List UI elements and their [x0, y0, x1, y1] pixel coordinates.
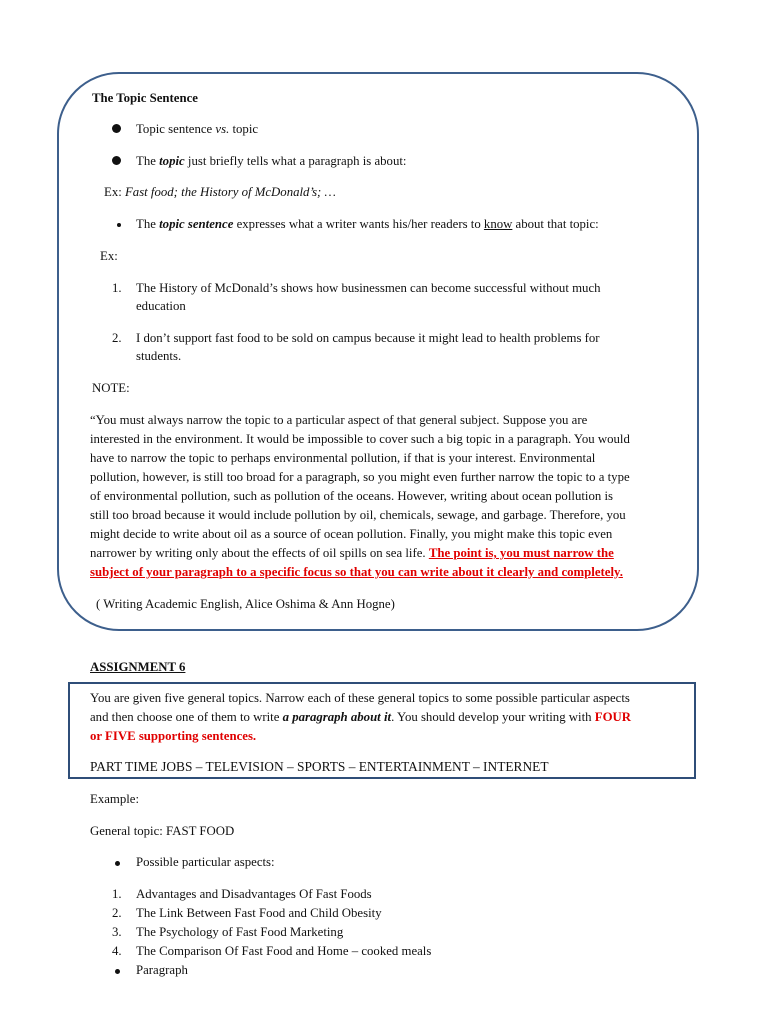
bullet-topic-sentence-definition: The topic sentence expresses what a writer wants his/her readers to know about that topic: — [136, 217, 599, 231]
quote-line: have to narrow the topic to perhaps environmental pollution, if that is your interest. Environmental — [90, 451, 596, 465]
example-topics: Ex: Fast food; the History of McDonald’s; … — [104, 185, 336, 199]
citation: ( Writing Academic English, Alice Oshima & Ann Hogne) — [96, 597, 395, 611]
aspect-number: 4. — [112, 944, 122, 958]
bullet-icon — [117, 223, 121, 227]
quote-line: might decide to write about oil as a source of ocean pollution. Finally, you might make this topic even — [90, 527, 613, 541]
bullet-icon — [115, 861, 120, 866]
quote-emphasis: subject of your paragraph to a specific focus so that you can write about it clearly and completely. — [90, 565, 623, 579]
bullet-icon — [112, 156, 121, 165]
topic-heading: The Topic Sentence — [92, 91, 198, 105]
bullet-icon — [112, 124, 121, 133]
aspect-item: The Psychology of Fast Food Marketing — [136, 925, 344, 939]
assignment-heading: ASSIGNMENT 6 — [90, 660, 186, 674]
example-sentence-line: education — [136, 299, 186, 313]
quote-line: pollution, however, is still too broad for a paragraph, so you might even further narrow the topic to a type — [90, 470, 630, 484]
aspects-label: Possible particular aspects: — [136, 855, 275, 869]
quote-line: narrower by writing only about the effects of oil spills on sea life. The point is, you must narrow the — [90, 546, 614, 560]
example-sentence-line: The History of McDonald’s shows how businessmen can become successful without much — [136, 281, 601, 295]
aspect-number: 3. — [112, 925, 122, 939]
quote-line: interested in the environment. It would be impossible to cover such a big topic in a paragraph. You would — [90, 432, 630, 446]
example-sentence-line: I don’t support fast food to be sold on campus because it might lead to health problems for — [136, 331, 600, 345]
aspect-item: The Link Between Fast Food and Child Obesity — [136, 906, 382, 920]
example-sentence-line: students. — [136, 349, 182, 363]
bullet-topic-vs: Topic sentence vs. topic — [136, 122, 259, 136]
aspect-number: 2. — [112, 906, 122, 920]
paragraph-bullet: Paragraph — [136, 963, 188, 977]
quote-line: still too broad because it would include pollution by oil, chemicals, sewage, and garbage. Therefore, you — [90, 508, 626, 522]
quote-line: of environmental pollution, such as pollution of the oceans. However, writing about ocean pollution is — [90, 489, 613, 503]
general-topic: General topic: FAST FOOD — [90, 824, 235, 838]
example-label: Ex: — [100, 249, 118, 263]
quote-line: “You must always narrow the topic to a particular aspect of that general subject. Suppose you are — [90, 413, 588, 427]
bullet-icon — [115, 969, 120, 974]
aspect-item: Advantages and Disadvantages Of Fast Foods — [136, 887, 372, 901]
example-number: 1. — [112, 281, 122, 295]
note-label: NOTE: — [92, 381, 130, 395]
assignment-emphasis: or FIVE supporting sentences. — [90, 729, 257, 743]
bullet-topic-definition: The topic just briefly tells what a paragraph is about: — [136, 154, 407, 168]
assignment-topics: PART TIME JOBS – TELEVISION – SPORTS – ENTERTAINMENT – INTERNET — [90, 759, 549, 774]
aspect-item: The Comparison Of Fast Food and Home – cooked meals — [136, 944, 432, 958]
example-number: 2. — [112, 331, 122, 345]
assignment-line: and then choose one of them to write a paragraph about it. You should develop your writing with FOUR — [90, 710, 632, 724]
example-label: Example: — [90, 792, 140, 806]
aspect-number: 1. — [112, 887, 122, 901]
assignment-line: You are given five general topics. Narrow each of these general topics to some possible particular aspects — [90, 691, 630, 705]
